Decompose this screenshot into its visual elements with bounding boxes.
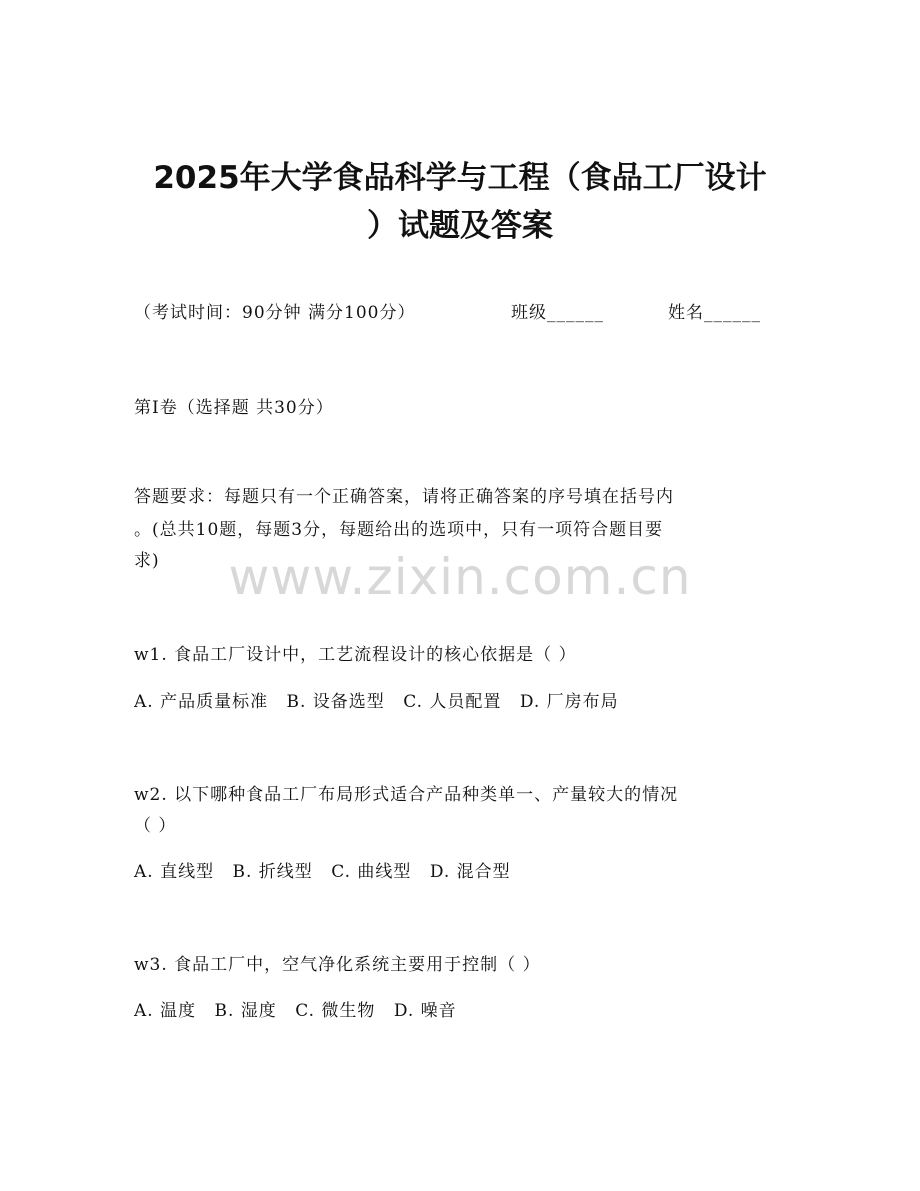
question-1-option-c: C. 人员配置: [403, 692, 502, 712]
question-3-option-d: D. 噪音: [393, 1001, 457, 1021]
question-3-option-b: B. 湿度: [214, 1001, 277, 1021]
question-2-option-a: A. 直线型: [134, 862, 215, 882]
question-1-options: [134, 689, 631, 715]
instructions-line1: 答题要求：每题只有一个正确答案，请将正确答案的序号填在括号内: [134, 487, 674, 507]
question-2-option-d: D. 混合型: [429, 862, 511, 882]
question-2-option-c: C. 曲线型: [331, 862, 412, 882]
instructions-line3: 求): [134, 551, 160, 571]
document-title-line2: ）试题及答案: [367, 208, 553, 244]
question-1-option-b: B. 设备选型: [286, 692, 385, 712]
question-2-stem-continued: （ ）: [134, 816, 177, 836]
question-1-stem: w1. 食品工厂设计中，工艺流程设计的核心依据是（ ）: [134, 645, 577, 665]
watermark: www.zixin.com.cn: [228, 548, 692, 606]
question-2-stem: w2. 以下哪种食品工厂布局形式适合产品种类单一、产量较大的情况: [134, 785, 679, 805]
question-3-option-a: A. 温度: [134, 1001, 197, 1021]
class-field-label: 班级______: [511, 303, 604, 323]
section-heading: 第Ⅰ卷（选择题 共30分）: [134, 398, 334, 418]
question-2-option-b: B. 折线型: [232, 862, 313, 882]
name-field-label: 姓名______: [668, 303, 761, 323]
question-1-option-a: A. 产品质量标准: [134, 692, 269, 712]
question-2-options: [134, 859, 523, 885]
question-3-stem: w3. 食品工厂中，空气净化系统主要用于控制（ ）: [134, 955, 541, 975]
question-3-options: [134, 998, 469, 1024]
question-3-option-c: C. 微生物: [295, 1001, 376, 1021]
exam-info: （考试时间：90分钟 满分100分）: [134, 303, 416, 323]
instructions-line2: 。(总共10题，每题3分，每题给出的选项中，只有一项符合题目要: [134, 520, 664, 540]
question-1-option-d: D. 厂房布局: [519, 692, 619, 712]
document-title-line1: 2025年大学食品科学与工程（食品工厂设计: [153, 160, 767, 196]
